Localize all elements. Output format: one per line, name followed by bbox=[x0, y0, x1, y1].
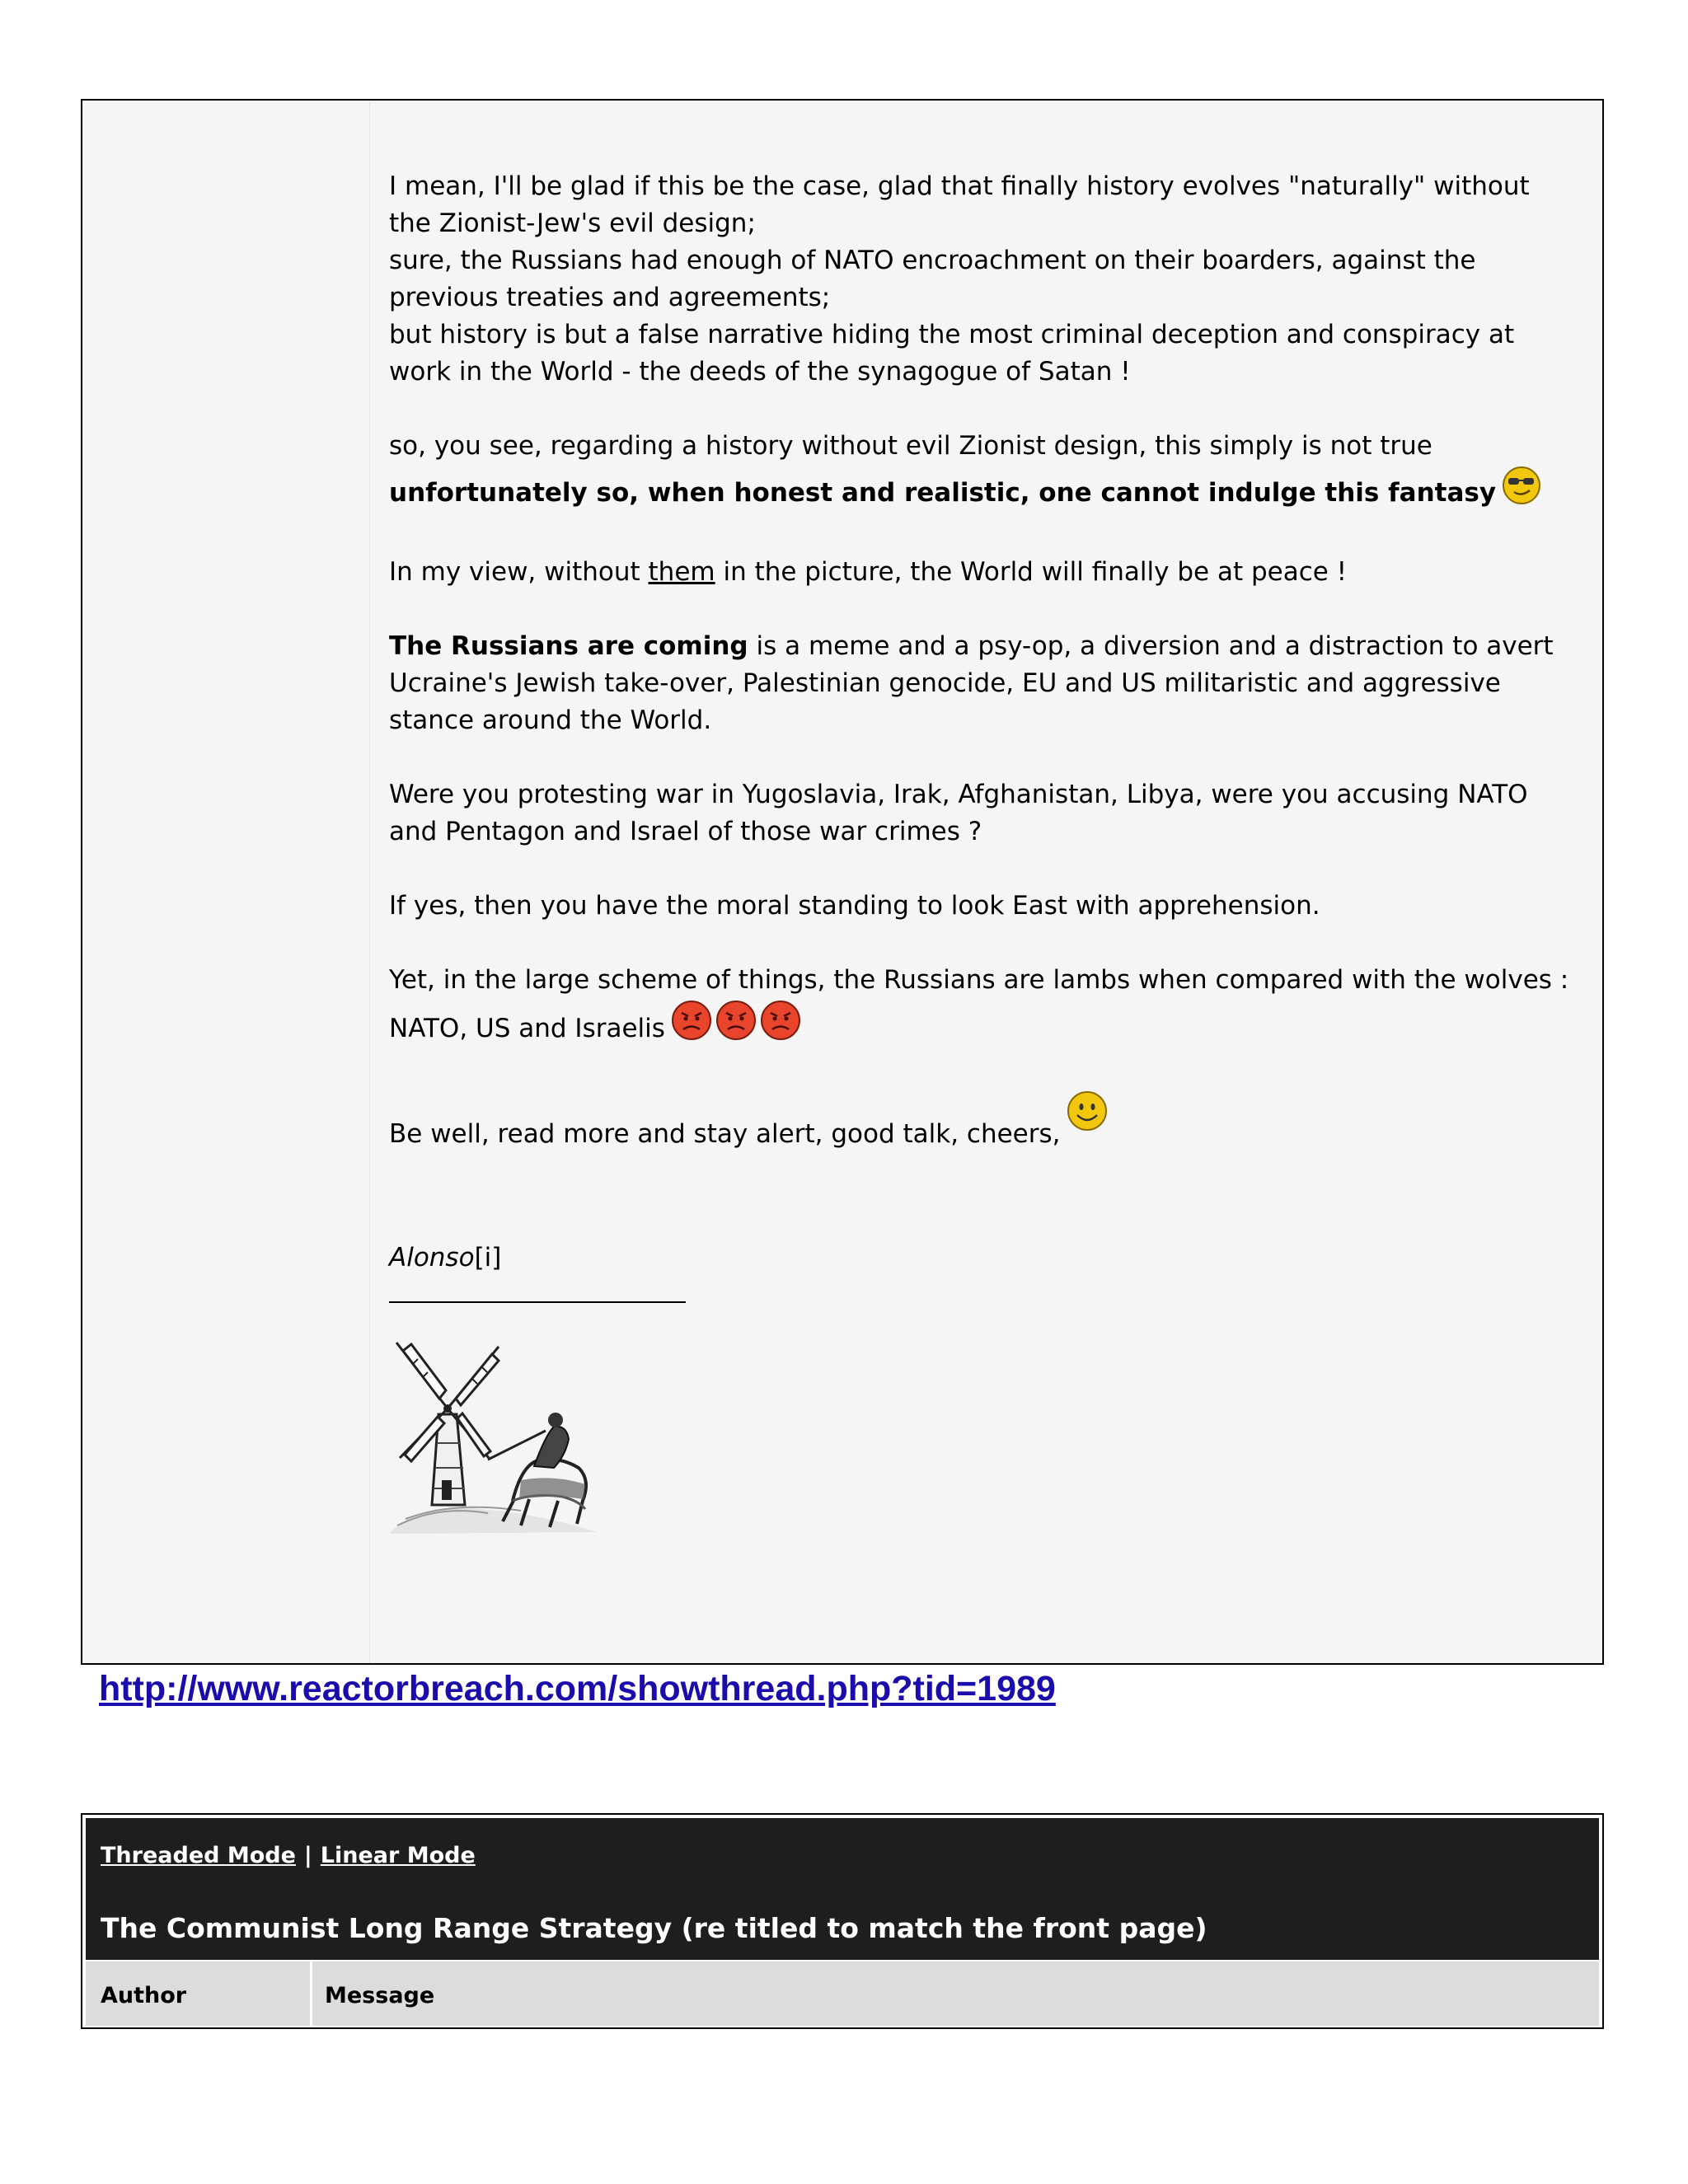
signature-suffix: [i] bbox=[474, 1243, 502, 1272]
windmill-don-quixote-image bbox=[389, 1336, 1576, 1544]
column-header-message: Message bbox=[325, 1983, 435, 2008]
smiley-icon bbox=[1066, 1090, 1109, 1143]
thread-url-link[interactable]: http://www.reactorbreach.com/showthread.php?tid=1989 bbox=[99, 1669, 1056, 1708]
mode-separator: | bbox=[303, 1843, 312, 1868]
post-paragraph: Were you protesting war in Yugoslavia, Irak, Afghanistan, Libya, were you accusing NATO and Pentagon and Israel of those war crimes ? bbox=[389, 780, 1528, 846]
post-paragraph bbox=[389, 628, 1576, 739]
text-normal: In my view, without bbox=[389, 557, 649, 587]
text-normal: in the picture, the World will finally be at peace ! bbox=[715, 557, 1348, 587]
signature bbox=[389, 1240, 1576, 1277]
post-paragraph bbox=[389, 1090, 1576, 1153]
angry-face-icon bbox=[670, 999, 713, 1052]
text-normal: Yet, in the large scheme of things, the Russians are lambs when compared with the wolves : NATO, US and Israelis bbox=[389, 965, 1569, 1043]
linear-mode-link[interactable]: Linear Mode bbox=[320, 1843, 476, 1868]
thread-table bbox=[81, 1813, 1604, 2029]
column-header-row bbox=[86, 1960, 1599, 2026]
post-paragraph: I mean, I'll be glad if this be the case, glad that finally history evolves "naturally" without the Zionist-Jew's evil design; bbox=[389, 171, 1530, 238]
post-paragraph bbox=[389, 962, 1576, 1052]
text-underline: them bbox=[648, 557, 715, 587]
view-mode-links bbox=[101, 1843, 476, 1868]
text-normal: is a meme and a psy-op, a diversion and a distraction to avert Ucraine's Jewish take-over, Palestinian genocide, EU and US militaristic and aggressive stance around the World. bbox=[389, 631, 1554, 735]
post-paragraph: sure, the Russians had enough of NATO encroachment on their boarders, against the previous treaties and agreements; bbox=[389, 246, 1476, 312]
text-bold: The Russians are coming bbox=[389, 631, 748, 661]
text-normal: so, you see, regarding a history without evil Zionist design, this simply is not true bbox=[389, 431, 1432, 461]
angry-face-icon bbox=[759, 999, 802, 1052]
post-author-column bbox=[82, 101, 370, 1663]
cool-smiley-icon bbox=[1501, 465, 1542, 517]
text-normal: Be well, read more and stay alert, good talk, cheers, bbox=[389, 1119, 1061, 1149]
angry-face-icon bbox=[715, 999, 757, 1052]
signature-name: Alonso bbox=[389, 1243, 475, 1272]
column-divider bbox=[310, 1961, 312, 2026]
post-container bbox=[81, 99, 1604, 1665]
post-message bbox=[389, 168, 1576, 1544]
signature-divider bbox=[389, 1301, 686, 1303]
thread-title: The Communist Long Range Strategy (re titled to match the front page) bbox=[101, 1912, 1207, 1944]
column-header-author: Author bbox=[101, 1983, 187, 2008]
text-bold: unfortunately so, when honest and realistic, one cannot indulge this fantasy bbox=[389, 478, 1497, 508]
post-paragraph bbox=[389, 428, 1576, 517]
post-paragraph: but history is but a false narrative hiding the most criminal deception and conspiracy at work in the World - the deeds of the synagogue of Satan ! bbox=[389, 320, 1515, 387]
threaded-mode-link[interactable]: Threaded Mode bbox=[101, 1843, 296, 1868]
thread-header bbox=[86, 1818, 1599, 1960]
post-paragraph: If yes, then you have the moral standing to look East with apprehension. bbox=[389, 891, 1320, 921]
post-paragraph bbox=[389, 554, 1576, 591]
